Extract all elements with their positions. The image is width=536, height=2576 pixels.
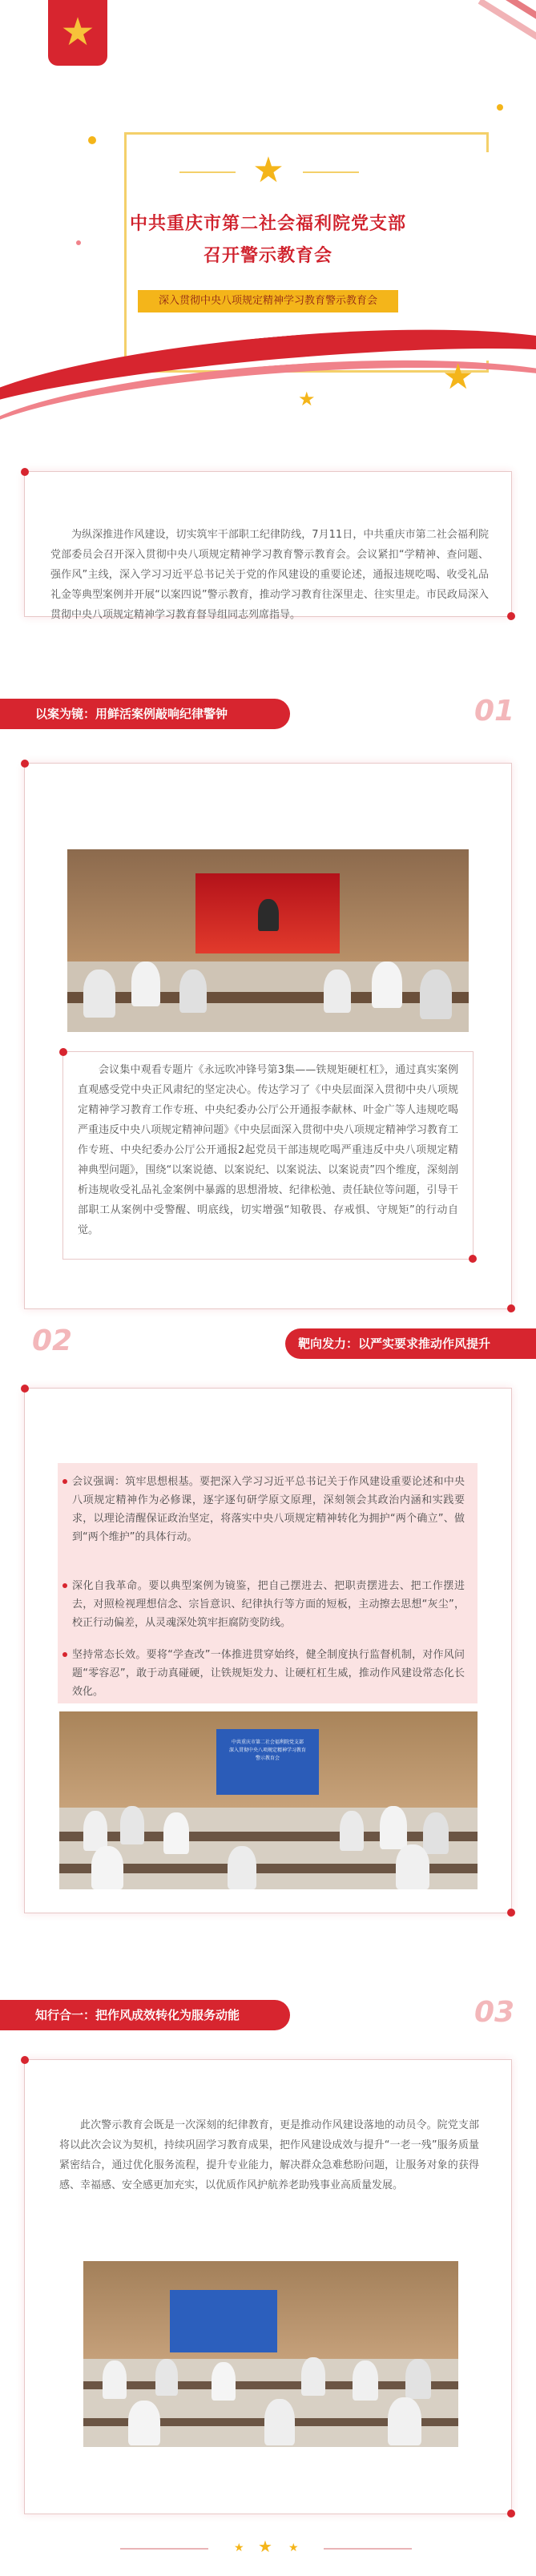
bullet-dot-icon	[62, 1652, 67, 1657]
page-title-line2: 召开警示教育会	[203, 246, 332, 266]
star-icon: ★	[60, 10, 95, 54]
section3-number: 03	[474, 1996, 515, 2029]
star-icon: ★	[442, 357, 474, 397]
bullet-dot-icon	[62, 1583, 67, 1588]
intro-paragraph: 为纵深推进作风建设，切实筑牢干部职工纪律防线，7月11日，中共重庆市第二社会福利院党部委员会召开深入贯彻中央八项规定精神学习教育警示教育会。会议紧扣“学精神、查问题、强作风”主线，深入学习习近平总书记关于党的作风建设的重要论述，通报违规吃喝、收受礼品礼金等典型案例并开展“以案四说”警示教育，推动学习教育往深里走、往实里走。市民政局深入贯彻中央八项规定精神学习教育督导组同志列席指导。	[50, 529, 489, 621]
decor-dot	[497, 104, 503, 111]
title-rule	[179, 171, 236, 173]
intro-card	[24, 471, 512, 621]
list-item: 会议强调：筑牢思想根基。要把深入学习习近平总书记关于作风建设重要论述和中央八项规定精神作为必修课，逐字逐句研学原文原理，深刻领会其政治内涵和实践要求，以理论清醒保证政治坚定，将落实中央八项规定精神转化为拥护“两个确立”、做到“两个维护”的具体行动。	[72, 1473, 465, 1546]
list-item: 深化自我革命。要以典型案例为镜鉴，把自己摆进去、把职责摆进去、把工作摆进去，对照检视理想信念、宗旨意识、纪律执行等方面的短板，主动擦去思想“灰尘”，校正行动偏差，从灵魂深处筑牢拒腐防变防线。	[72, 1577, 465, 1632]
star-icon: ★	[298, 388, 316, 410]
section1-text-box	[62, 1051, 474, 1260]
section3-paragraph: 此次警示教育会既是一次深刻的纪律教育，更是推动作风建设落地的动员令。院党支部将以此次会议为契机，持续巩固学习教育成果，把作风建设成效与提升“一老一残”服务质量紧密结合，通过优化服务流程，提升专业能力，解决群众急难愁盼问题，让服务对象的获得感、幸福感、安全感更加充实，以优质作风护航养老助残事业高质量发展。	[59, 2119, 479, 2191]
meeting-photo-2	[59, 1711, 478, 1889]
page-title: 中共重庆市第二社会福利院党支部	[129, 214, 406, 234]
header-banner	[0, 0, 536, 449]
star-icon: ★	[234, 2542, 244, 2554]
title-rule	[303, 171, 359, 173]
star-icon: ★	[252, 150, 284, 191]
decor-dot	[88, 136, 96, 144]
header-ribbon-tag	[48, 0, 107, 66]
section3-header	[0, 1992, 536, 2038]
section2-header	[0, 1320, 536, 1367]
star-icon: ★	[258, 2537, 272, 2556]
footer-rule	[120, 2548, 208, 2550]
section1-number: 01	[474, 695, 515, 728]
photo-screen: 中共重庆市第二社会福利院党支部 深入贯彻中央八项规定精神学习教育 警示教育会	[216, 1729, 319, 1795]
page-subtitle: 深入贯彻中央八项规定精神学习教育警示教育会	[138, 290, 398, 312]
section1-paragraph: 会议集中观看专题片《永远吹冲锋号第3集——铁规矩硬杠杠》，通过真实案例直观感受党中央正风肃纪的坚定决心。传达学习了《中央层面深入贯彻中央八项规定精神学习教育工作专班、中央纪委办公厅公开通报李献林、叶金广等人违规吃喝严重违反中央八项规定精神问题》《中央层面深入贯彻中央八项规定精神学习教育工作专班、中央纪委办公厅公开通报2起党员干部违规吃喝严重违反中央八项规定精神典型问题》，围绕“以案说德、以案说纪、以案说法、以案说责”四个维度，深刻剖析违规收受礼品礼金案例中暴露的思想滑坡、纪律松弛、责任缺位等问题，引导干部职工从案例中受警醒、明底线，切实增强“知敬畏、存戒惧、守规矩”的行动自觉。	[78, 1064, 458, 1236]
meeting-photo-3	[83, 2261, 458, 2447]
list-item: 坚持常态长效。要将“学查改”一体推进贯穿始终，健全制度执行监督机制，对作风问题“零容忍”，敢于动真碰硬，让铁规矩发力、让硬杠杠生威，推动作风建设常态化长效化。	[72, 1646, 465, 1701]
bullet-dot-icon	[62, 1479, 67, 1484]
section2-list	[58, 1463, 478, 1703]
section1-title: 以案为镜：用鲜活案例敲响纪律警钟	[35, 707, 228, 721]
section3-title: 知行合一：把作风成效转化为服务动能	[35, 2008, 240, 2022]
meeting-photo-1	[67, 849, 469, 1032]
decor-dot	[76, 240, 81, 245]
section1-header	[0, 691, 536, 737]
section2-title: 靶向发力：以严实要求推动作风提升	[298, 1336, 491, 1351]
footer-rule	[324, 2548, 412, 2550]
star-icon: ★	[288, 2542, 299, 2554]
section2-number: 02	[32, 1324, 73, 1357]
